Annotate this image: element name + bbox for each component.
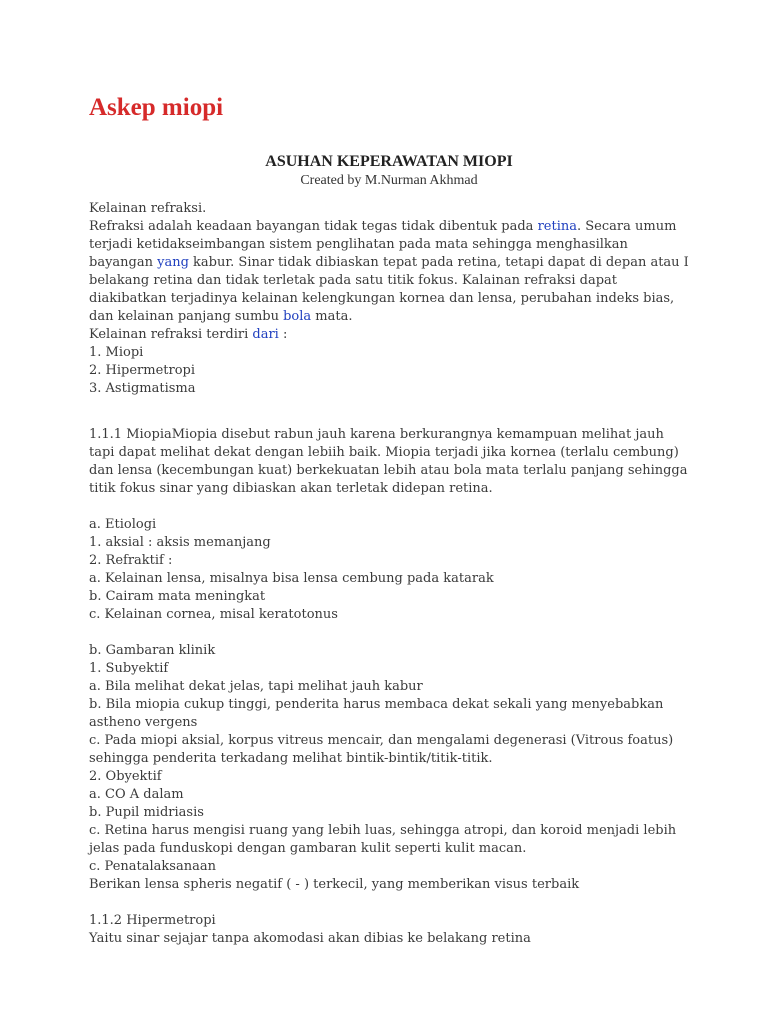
- list-item: 1. aksial : aksis memanjang: [89, 535, 271, 550]
- list-item: 3. Astigmatisma: [89, 381, 196, 396]
- intro-text: mata.: [311, 309, 353, 324]
- bola-link[interactable]: bola: [283, 309, 312, 324]
- etiologi-section: [89, 516, 689, 624]
- document-heading: ASUHAN KEPERAWATAN MIOPI: [265, 153, 513, 170]
- miopia-section: [89, 426, 689, 498]
- yang-link[interactable]: yang: [157, 255, 189, 270]
- post-title: Askep miopi: [89, 94, 224, 121]
- dari-link[interactable]: dari: [252, 327, 279, 342]
- document-author: Created by M.Nurman Akhmad: [300, 173, 478, 188]
- intro-paragraph: [89, 218, 689, 326]
- list-item: b. Cairam mata meningkat: [89, 589, 266, 604]
- list-item: b. Bila miopia cukup tinggi, penderita harus membaca dekat sekali yang menyebabkan astheno vergens: [89, 697, 664, 730]
- hipermetropi-section: [89, 912, 689, 948]
- intro-paragraph: [89, 326, 689, 344]
- list-item: b. Pupil midriasis: [89, 805, 204, 820]
- list-item: Yaitu sinar sejajar tanpa akomodasi akan dibias ke belakang retina: [89, 931, 531, 946]
- list-item: 2. Obyektif: [89, 769, 162, 784]
- list-item: a. Bila melihat dekat jelas, tapi melihat jauh kabur: [89, 679, 423, 694]
- document-header: [89, 152, 689, 190]
- intro-text: kabur. Sinar tidak dibiaskan tepat pada retina, tetapi dapat di depan atau I belakang retina dan tidak terletak pada satu titik fokus. Kalainan refraksi dapat diakibatkan terjadinya kelainan kelengkungan kornea dan lensa, perubahan indeks bias, dan kelainan panjang sumbu: [89, 255, 689, 324]
- intro-text: Kelainan refraksi terdiri: [89, 327, 253, 342]
- list-item: c. Penatalaksanaan: [89, 859, 216, 874]
- section-heading: 1.1.2 Hipermetropi: [89, 913, 216, 928]
- list-item: a. Etiologi: [89, 517, 157, 532]
- list-item: 1. Miopi: [89, 345, 144, 360]
- list-item: 2. Refraktif :: [89, 553, 173, 568]
- document-page: [89, 92, 689, 948]
- intro-text: Refraksi adalah keadaan bayangan tidak tegas tidak dibentuk pada: [89, 219, 538, 234]
- intro-line: Kelainan refraksi.: [89, 201, 207, 216]
- gambaran-section: [89, 642, 689, 894]
- list-item: 1. Subyektif: [89, 661, 169, 676]
- list-item: a. Kelainan lensa, misalnya bisa lensa cembung pada katarak: [89, 571, 494, 586]
- list-item: b. Gambaran klinik: [89, 643, 216, 658]
- intro-text: . Secara umum terjadi ketidakseimbangan sistem penglihatan pada mata sehingga menghasilkan bayangan: [89, 219, 677, 270]
- list-item: c. Kelainan cornea, misal keratotonus: [89, 607, 338, 622]
- list-item: 2. Hipermetropi: [89, 363, 196, 378]
- intro-text: :: [278, 327, 288, 342]
- list-item: Berikan lensa spheris negatif ( - ) terkecil, yang memberikan visus terbaik: [89, 877, 580, 892]
- intro-section: [89, 200, 689, 398]
- list-item: c. Retina harus mengisi ruang yang lebih luas, sehingga atropi, dan koroid menjadi lebih jelas pada funduskopi dengan gambaran kulit seperti kulit macan.: [89, 823, 677, 856]
- list-item: a. CO A dalam: [89, 787, 184, 802]
- miopia-paragraph: 1.1.1 MiopiaMiopia disebut rabun jauh karena berkurangnya kemampuan melihat jauh tapi dapat melihat dekat dengan lebiih baik. Miopia terjadi jika kornea (terlalu cembung) dan lensa (kecembungan kuat) berkekuatan lebih atau bola mata terlalu panjang sehingga titik fokus sinar yang dibiaskan akan terletak didepan retina.: [89, 427, 688, 496]
- retina-link[interactable]: retina: [537, 219, 577, 234]
- list-item: c. Pada miopi aksial, korpus vitreus mencair, dan mengalami degenerasi (Vitrous foatus) sehingga penderita terkadang melihat bintik-bintik/titik-titik.: [89, 733, 674, 766]
